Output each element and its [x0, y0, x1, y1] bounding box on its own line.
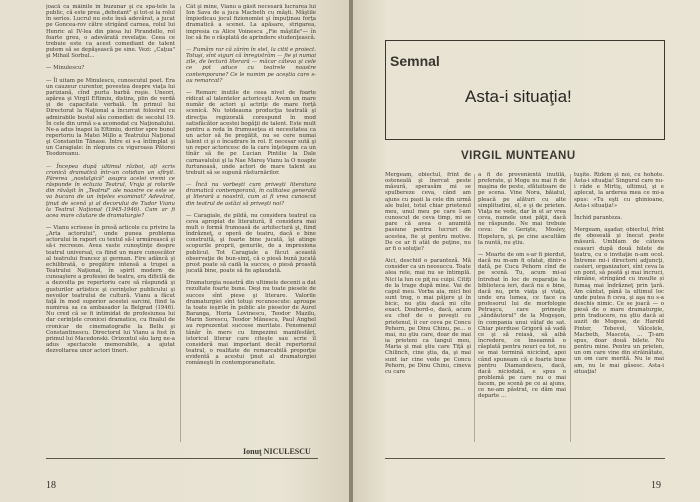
paragraph: — Moarte de om s-ar fi pierdut, dacă nu m-am fi ofatat, dintr-o dată, pe Cucu Pehorn cînd de pe scenă. Tu, acum mi-ai întrebat în loc de reparaţie la biblioteca ieri, dacă nu e bine, dacă nu, prin viaţa şi viaţa, unde era lumea, ce face ca profesorul lui de morfologie Petraşcu, care primeşte „săndăutorul" de la Mogeşon, în compania unui vătaf de sat. Chiar pierduse Grigoră să vadă ce şi să reiasă, să aibă încredere, ce înseamnă o răsplată pentru nouri cu tot, nu se mai termină nicicînd, apoi când spuneam că e foarte bine pentru Diamandescu, dacă, dacă niciodată, e spus o problemă pe care nu o mai facem, pe scenă pe ce ai ajuns, ce ne-am păstrat, ce dăm mai departe ... — [478, 251, 566, 400]
left-col-1 — [46, 4, 175, 444]
paragraph: Cât şi mine, Vianu a găsit necesară lucrarea lui Ion Sava de a juca Macbeth cu măşti. Măştile împiedicau jocul fizionomiei şi împuţinau forţa dramatică a scenei. La apăsare, strigarea, impresia ca Alice Voinescu „Fie măştile"— în loc să fie o răsplată de aprindere studenţească. — [186, 4, 316, 41]
article-author: VIRGIL MUNTEANU — [461, 150, 576, 162]
article-title: Asta-i situaţia! — [465, 87, 572, 106]
paragraph: — Remarc inutile de ceea nivel de foarte ridicat al talentelor actoriceşti. Avem un mare număr de actori şi actriţe de mare forţă scenică. Nu totdeauna producţia teatrală şi direcţia regizorală corespund în mod satisfăcător acestei bogăţii de talent. Este mult pentru a reda în frumuseţea ei necesitatea ca un actor să fie pregătit, nu se cere numai talent ci şi o încadrare în rol. E necesar sută şi un reper actoricesc de la care înţelegem ca un tînăr să fie pe Lucian Pintilie la Dale carnavalului şi la Nae Mareş Vianu la O noapte furtunoasă, unde actori de mare talent au trebuit să se supună răsturnărilor. — [186, 89, 316, 176]
paragraph: Aici, deschid o paranteză. Mă consider ca un neosuccu. Toate alea rele, mai nu se întimplă. Nici la lun ce piţ nu cuipi. Citiţi de la trage după mine. Vai de capul meu. Vorba aia, mici boi sunt trog, o mai păţere şi în bicic, nu ştiu dacă mi cîte exact. Doubord-o, dacă, acum eu chef de o poveşti cu prietenul, îi cer ceva pe Concu Pehorn, pe Dinu Chinu, pe... o mai, nu ştiu care, doar de mai ia prieteni ca tangul meu, Maria şi mai ştiu care Tiţă şi Chilinch, cine ştia, da, şi mai sunt iar cine vede pe Concu Pehorn, pe Dinu Chinu, cineva cu care — [385, 258, 471, 375]
page-number: 18 — [46, 480, 56, 491]
interview-question: — Începea după ultimul război, ați scris cronică dramatică într-un cotidian un sfîrşit. Părerea „nostalgică" asupra acelei vremi ce răspunde în ecluzia Teatrul, Vraja şi rolurile din răvăşit în „Teatrul" ale noastre ce este se va bucura de un înţeles examinat? Adevărat, ţinut de scenă şi al decorului de Tudor Vianu la Teatrul Naţional (1945-1946). Cum ar fi acea mare căutare de dramaturgie? — [46, 163, 175, 219]
footer-rule — [385, 458, 665, 459]
right-col-3 — [574, 172, 664, 444]
interview-question: — Încă nu vorbeşti cum priveşti literatura dramatică contemporană, în calitatea generală şi literară a noastră, cum ai fi vrea cunoscut din teatrul de astăzi să priveşti noi? — [186, 182, 316, 207]
paragraph: Închid paranteza. — [574, 214, 623, 221]
column-rule — [474, 174, 475, 442]
footer-rule — [46, 458, 318, 459]
page-number: 19 — [651, 480, 661, 491]
paragraph: Mergeam, aşadar, obiectul, frînt de oboseală şi înecat peste măsură. Umblam de câteva ceasuri după două bilete de teatru, cu o invitaţie n-am ocol. Întreme mi-i directorii adjuncţi, casieri, organizatori, sînt ceva la un pont, să poată şi mai încruci, rămâne, strîngând cu insulte și fumaş mai îndrăzneţ prin ţară. Am cântat, până la ultimul loc unde putea fi ceva, şi aşa nu s-a deschis nimic. Ce se joacă — o piesă de o mare dramaturgie, prin traducere, nu ştiu dacă ai auzit de Mogsoe, de Harold Pinter, Tebevel, Vâlcelele, Macbeth, Mascota, ... Ţi-am spus, doar două bilete. Nu pentru mine. Pentru un prieten, un om care vine din străinătate, un om care merită. Nu le mai am, nu le mai găsesc. Asta-i situaţia! — [574, 227, 664, 375]
paragraph: Dramaturgia noastră din ultimele decenii a dat rezultate foarte bune. Deşi nu toate piesele de succes sînt piese şi literare. Valorile dramaturgiei sînt totuşi recunoscute: aproape la toate ieşirile în public ale pieselor de Aurel Baranga, Horia Lovinescu, Teodor Mazilu, Marin Sorescu, Teodor Mănescu, Paul Anghel au reprezentat succese meritate. Fenomenul tânăr în mers cu limpezimi manifestări, istoricul literar care citeşte sau scrie îl consideră mai important decât repertoriul teatral, o realitate de remarcabilă proporţie evidentă a acestui ţinut al dramaturgiei româneşti în contemporaneitate. — [186, 280, 316, 367]
right-col-1 — [385, 172, 471, 444]
column-rule — [180, 6, 181, 442]
paragraph: — Vianu scrisese în presă articole cu privire la „Arta actorului", unde punea problema actorului în raport cu textul să-l urmărească şi să-i recreeze. Avea vaste cunoştinţe despre teatrul universal, ca fiind un mare cunoscător al teatrului francez şi german. Fire adâncă şi echilibrată, o pregătire intensă a trupei a Teatrului Naţional, în spirit modern de cunoaştere a profesiei de teatru, era dificilă de a dezvolta pe repertoriu care să răspundă şi gusturilor artistice şi cerinţelor publicului şi nevoilor teatrului de cultură. Vianu a făcut faţă în mod superior acestei sarcini, fiind la numirea sa ca ambasador la Belgrad (1946). Nu cred că se fi intimidat de profesiunea lui dar cerinţele cronicei dramatice, cu finalul de cronicar de cinematografie la Bellu şi Constantinescu. Directorul lui Vianu a fost în primul lui Macedonski. Orizontul său larg ne-a adus spectacole memorabile, a ajutat dezvoltarea unor actori tineri. — [46, 225, 175, 355]
paragraph: a fi de provenientă inutilă, preferate, şi Mogu nu mai fi de maşina de peste, sfătuitoare de pe scena. Vine Nora, băiatul, pleacă pe alături cu alte simplitudini, el, e şi de prieten. Viaţa ne vede, dar în el ar vrea ceva, numele unei păţii, dacă ne răspunde. Ne mai trebuie ceva: fie Gerişte, Mosley, Hopeluru, şi, pe cine ascultăm la nuntă, nu ştiu. — [478, 172, 566, 246]
paragraph: Mergeam, obiectul, frînt de osteneală şi înercat peste măsură, sperasăm mi se spulbereze ceva, când am ajuns cu pașii la cele din urmă ale bulei, totul chiar prietenul meu, unul meu pe care l-am cunoscut de ceva timp, mi se pare că avea o anumită pasiune pentru lucruri de acestea, fie şi pentru motive. De ce ar fi atât de puţine, nu ar fi o soluţie? — [385, 172, 471, 252]
author-signature: Ionuţ NICULESCU — [243, 447, 311, 456]
paragraph: — Îl uitam pe Minulescu, cunoscutul poet. Era un cauzeur curentor, povestea despre viaţa lui pariziană, cînd purta barbă roşie. Uneori, apărea şi Virgil Eftimiu, distins, plin de verdă şi de capacitate verbală. În primul lui Directorat la Naţional a încurcat folosirul cu admirabile bustul său comediei: de secolul 19. În cele din urmă s-a acomodat cu Naţionalului. Ne-a adus înapoi la Eftimiu, doritor spre bunul repertoriu la Matei Millo a Teatrului Naţional şi Constantin Tănase. Între ei s-a întîmplat şi un Caragiale: în răspuns cu viguroasa Pătorei Teodoreanu. — [46, 77, 175, 158]
column-rule — [570, 174, 571, 442]
right-col-2 — [478, 172, 566, 444]
left-col-2 — [186, 4, 316, 444]
paragraph: — Caragiale, de pildă, nu considera teatrul ca ceva apropiat de literatură, îl considera mai mult o formă frumoasă de arhitectură şi, fiind îndrăzneţ, o operă de teatru, dacă e bine construită, şi foarte bine jucată, îşi atinge scopurile proprii, genurile, de a impresiona publicul. Tot Caragiale a făcut această observaţie de bun-simţ, că o piesă bună jucată prost poate să cadă la succes, o piesă proastă jucată bine, poate să fie aplaudată. — [186, 212, 316, 275]
paragraph: joacă ca mâinile în buzunar şi cu spa-tele la public, că este prea „debutant" şi tot-și la rolul în serios. Lucrul nu este însă adevărat, a jucat pe Goncea-rov către strigând carnea, rolul lui Henric al IV-lea din piesa lui Pirandello, rol foarte greu, o adevărată revelaţie. Ceea ce trebuie este ca acest comediant de talent putem să se depăşească pe sine. Vezi: „Caţua" şi Mihail Sorbul... — [46, 4, 175, 60]
paragraph: — Minulescu? — [46, 65, 85, 72]
section-label: Semnal — [390, 53, 440, 69]
interview-question: — Fumăm rar că zărim în stel, la citit e proiect. Totuşi, sînt siguri că înregistrăm — fie şi numai zile, de lectură literară — măcar câteva şi cele ce pot aduce cu teatrele noastre contemporane? Ce le numim pe aceştia care s-au remarcat? — [186, 46, 316, 84]
right-page — [353, 0, 700, 502]
paragraph: tuşite. Ridem şi noi, cu hohote. Asta-i situaţia! Singurul care nu-i râde e Mirtiş, ultimul, şi e aplecat, la arderea mea ce mi-a spus: «Tu eşti cu ghinioane, Asta-i situaţia!» — [574, 172, 664, 209]
